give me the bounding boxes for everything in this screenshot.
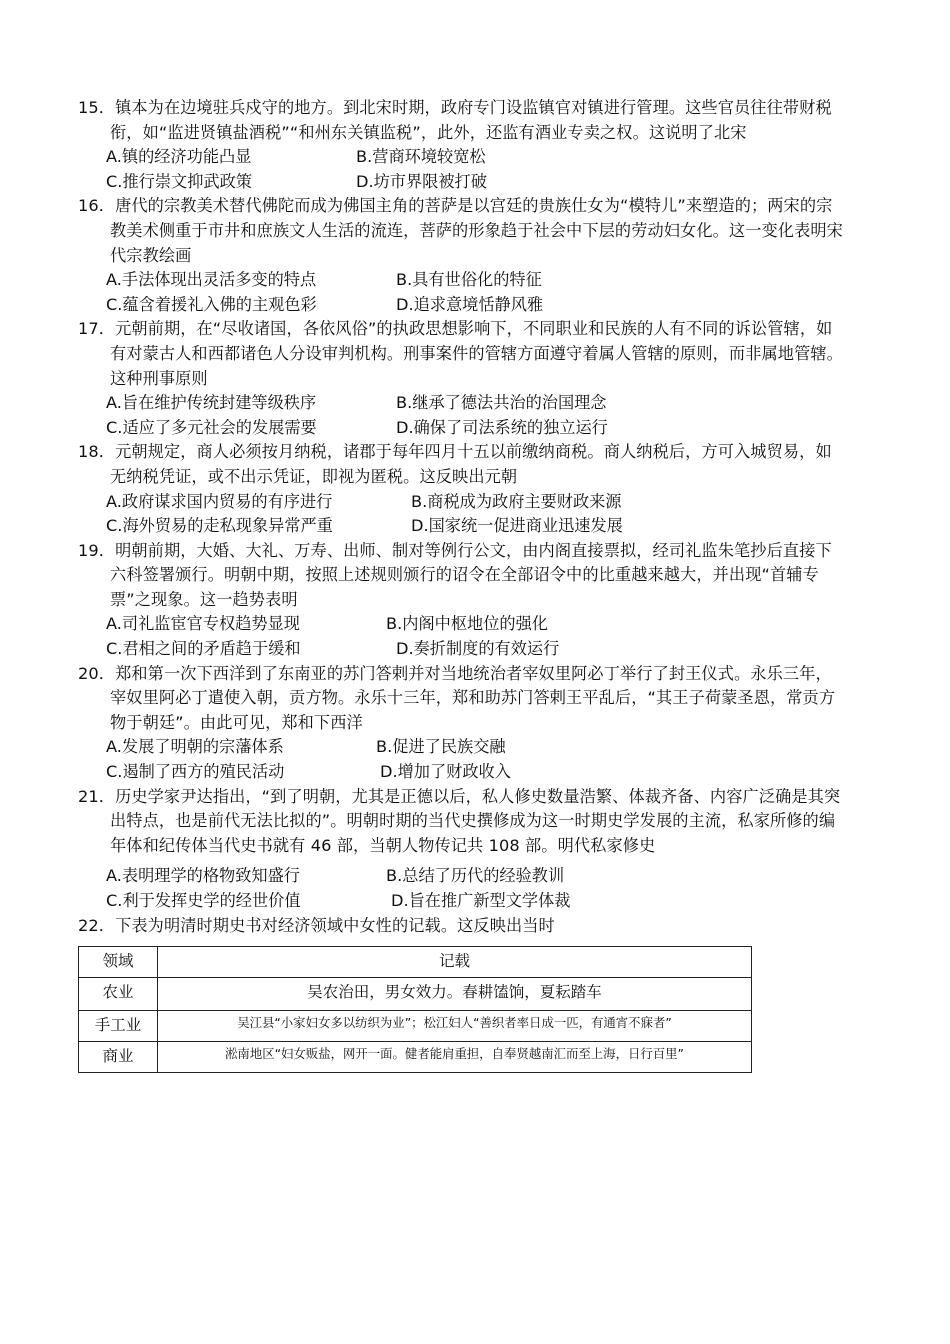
question-options	[78, 864, 846, 913]
table-header-field: 领域	[79, 947, 158, 978]
option-d[interactable]: D.坊市界限被打破	[356, 171, 487, 191]
option-c[interactable]: C.利于发挥史学的经世价值	[106, 891, 301, 910]
question-options	[78, 145, 846, 194]
option-a[interactable]: A.政府谋求国内贸易的有序进行	[106, 491, 333, 511]
question-stem: 15．镇本为在边境驻兵戍守的地方。到北宋时期，政府专门设监镇官对镇进行管理。这些官员往往带财税衔，如“监进贤镇盐酒税”“和州东关镇监税”，此外，还监有酒业专卖之权。这说明了北宋	[78, 98, 832, 142]
option-c[interactable]: C.海外贸易的走私现象异常严重	[106, 516, 333, 536]
question-options	[78, 735, 846, 784]
question-22	[78, 914, 846, 1074]
question-stem: 18．元朝规定，商人必须按月纳税，诸郡于每年四月十五以前缴纳商税。商人纳税后，方可入城贸易，如无纳税凭证，或不出示凭证，即视为匿税。这反映出元朝	[78, 442, 832, 486]
option-b[interactable]: B.商税成为政府主要财政来源	[411, 491, 622, 511]
question-16	[78, 194, 846, 317]
table-row	[79, 1042, 752, 1073]
table-row	[79, 1011, 752, 1042]
question-18	[78, 440, 846, 538]
table-cell-field: 手工业	[79, 1011, 158, 1042]
option-d[interactable]: D.追求意境恬静风雅	[396, 294, 544, 314]
option-a[interactable]: A.旨在维护传统封建等级秩序	[106, 393, 317, 413]
table-cell-record: 吴江县“小家妇女多以纺织为业”；松江妇人“善织者率日成一匹，有通宵不寐者”	[158, 1011, 752, 1042]
option-c[interactable]: C.适应了多元社会的发展需要	[106, 417, 317, 437]
option-c[interactable]: C.推行崇文抑武政策	[106, 171, 252, 191]
table-cell-field: 农业	[79, 978, 158, 1011]
question-19	[78, 539, 846, 662]
question-stem: 21．历史学家尹达指出，“到了明朝，尤其是正德以后，私人修史数量浩繁、体裁齐备、内容广泛确是其突出特点，也是前代无法比拟的”。明朝时期的当代史撰修成为这一时期史学发展的主流，私家所修的编年体和纪传体当代史书就有 46 部，当朝人物传记共 108 部。明代私家修史	[78, 786, 841, 855]
question-15	[78, 96, 846, 194]
records-table	[78, 946, 752, 1073]
question-stem: 22．下表为明清时期史书对经济领域中女性的记载。这反映出当时	[78, 915, 555, 935]
exam-page	[78, 96, 846, 1073]
question-stem: 17．元朝前期，在“尽收诸国，各依风俗”的执政思想影响下，不同职业和民族的人有不同的诉讼管辖，如有对蒙古人和西都诸色人分设审判机构。刑事案件的管辖方面遵守着属人管辖的原则，而非属地管辖。这种刑事原则	[78, 319, 843, 388]
option-a[interactable]: A.发展了明朝的宗藩体系	[106, 737, 284, 757]
option-b[interactable]: B.促进了民族交融	[376, 737, 506, 757]
question-17	[78, 317, 846, 440]
question-stem: 19．明朝前期，大婚、大礼、万寿、出师、制对等例行公文，由内阁直接票拟，经司礼监朱笔抄后直接下六科签署颁行。明朝中期，按照上述规则颁行的诏令在全部诏令中的比重越来越大，并出现“首辅专票”之现象。这一趋势表明	[78, 540, 832, 609]
question-options	[78, 268, 846, 317]
option-b[interactable]: B.继承了德法共治的治国理念	[396, 393, 607, 413]
question-stem: 16．唐代的宗教美术替代佛陀而成为佛国主角的菩萨是以宫廷的贵族仕女为“模特儿”来塑造的；两宋的宗教美术侧重于市井和庶族文人生活的流连，菩萨的形象趋于社会中下层的劳动妇女化。这一变化表明宋代宗教绘画	[78, 196, 843, 265]
option-d[interactable]: D.增加了财政收入	[380, 762, 511, 782]
table-header-record: 记载	[158, 947, 752, 978]
table-cell-field: 商业	[79, 1042, 158, 1073]
option-a[interactable]: A.手法体现出灵活多变的特点	[106, 270, 317, 290]
option-a[interactable]: A.表明理学的格物致知盛行	[106, 866, 300, 886]
option-d[interactable]: D.奏折制度的有效运行	[396, 639, 560, 659]
option-d[interactable]: D.旨在推广新型文学体裁	[391, 891, 571, 910]
option-a[interactable]: A.镇的经济功能凸显	[106, 147, 252, 167]
table-row	[79, 978, 752, 1011]
option-d[interactable]: D.确保了司法系统的独立运行	[396, 417, 608, 437]
option-b[interactable]: B.具有世俗化的特征	[396, 270, 542, 290]
question-options	[78, 490, 846, 539]
option-c[interactable]: C.君相之间的矛盾趋于缓和	[106, 639, 301, 659]
option-a[interactable]: A.司礼监宦官专权趋势显现	[106, 614, 300, 634]
option-b[interactable]: B.内阁中枢地位的强化	[386, 614, 548, 634]
question-21	[78, 785, 846, 914]
option-b[interactable]: B.营商环境较宽松	[356, 147, 486, 167]
question-options	[78, 612, 846, 661]
option-c[interactable]: C.遏制了西方的殖民活动	[106, 762, 285, 782]
question-options	[78, 391, 846, 440]
question-stem: 20．郑和第一次下西洋到了东南亚的苏门答剌并对当地统治者宰奴里阿必丁举行了封王仪式。永乐三年，宰奴里阿必丁遣使入朝，贡方物。永乐十三年，郑和助苏门答剌王平乱后，“其王子荷蒙圣恩，常贡方物于朝廷”。由此可见，郑和下西洋	[78, 663, 836, 732]
question-20	[78, 662, 846, 785]
option-b[interactable]: B.总结了历代的经验教训	[386, 866, 565, 886]
option-c[interactable]: C.蕴含着援礼入佛的主观色彩	[106, 294, 317, 314]
option-d[interactable]: D.国家统一促进商业迅速发展	[411, 516, 623, 536]
table-cell-record: 吴农治田，男女效力。春耕馌饷，夏耘踏车	[158, 978, 752, 1011]
table-cell-record: 淞南地区“妇女贩盐，网开一面。健者能肩重担，自奉贤越南汇而至上海，日行百里”	[158, 1042, 752, 1073]
